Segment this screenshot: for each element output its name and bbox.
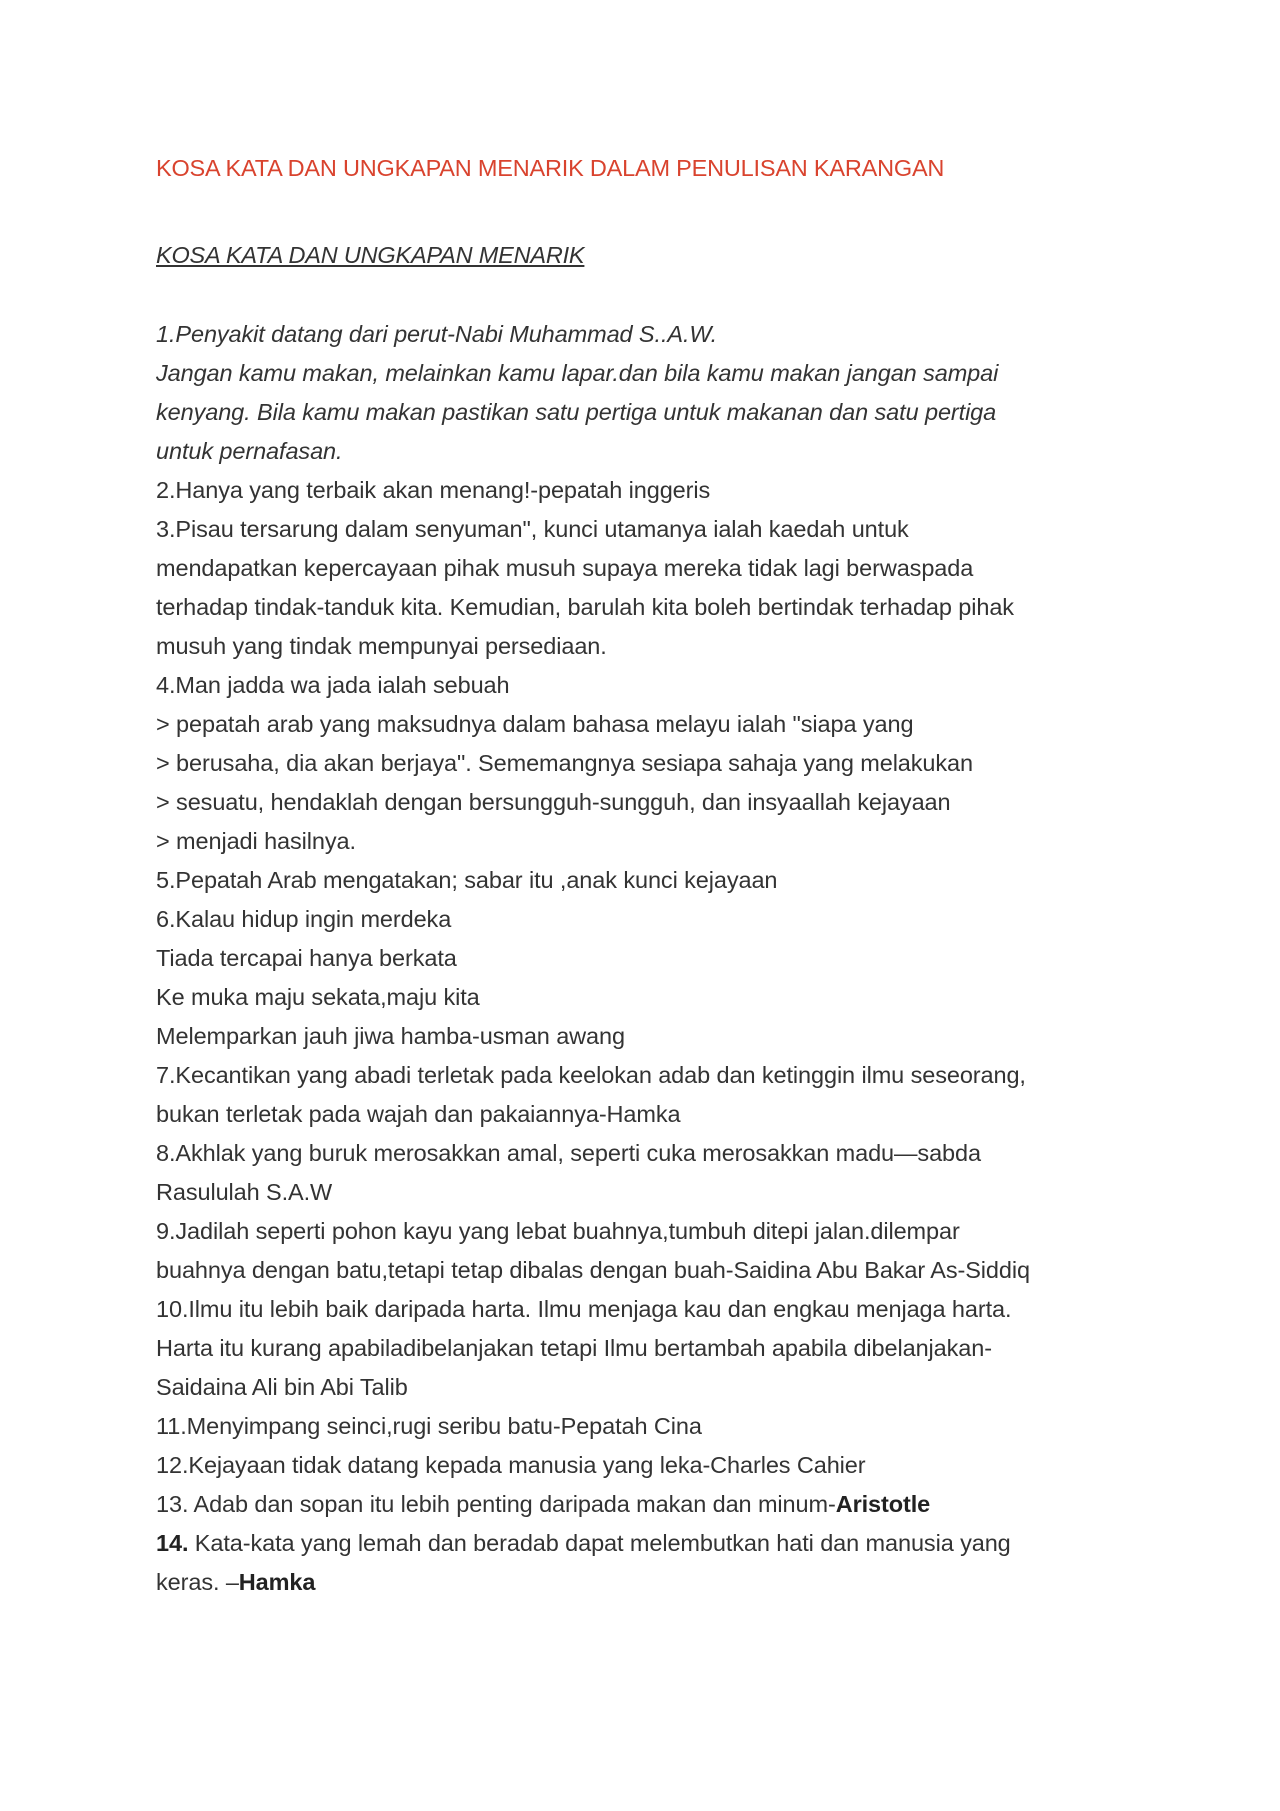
document-subtitle: KOSA KATA DAN UNGKAPAN MENARIK: [156, 242, 585, 268]
text-line: Rasululah S.A.W: [156, 1179, 333, 1205]
text-line: 4.Man jadda wa jada ialah sebuah: [156, 672, 510, 698]
text-line: bukan terletak pada wajah dan pakaiannya-Hamka: [156, 1101, 681, 1127]
text-line: kenyang. Bila kamu makan pastikan satu pertiga untuk makanan dan satu pertiga: [156, 399, 997, 425]
text-line: Saidaina Ali bin Abi Talib: [156, 1374, 408, 1400]
text-line: Harta itu kurang apabiladibelanjakan tetapi Ilmu bertambah apabila dibelanjakan-: [156, 1335, 992, 1361]
text-line: buahnya dengan batu,tetapi tetap dibalas dengan buah-Saidina Abu Bakar As-Siddiq: [156, 1257, 1030, 1283]
text-line: > berusaha, dia akan berjaya". Sememangnya sesiapa sahaja yang melakukan: [156, 750, 973, 776]
text-line: 7.Kecantikan yang abadi terletak pada keelokan adab dan ketinggin ilmu seseorang,: [156, 1062, 1026, 1088]
text-line: 8.Akhlak yang buruk merosakkan amal, seperti cuka merosakkan madu—sabda: [156, 1140, 981, 1166]
text-line-15: [156, 1563, 1146, 1602]
line-14-number: 14.: [156, 1530, 189, 1556]
text-line: 10.Ilmu itu lebih baik daripada harta. Ilmu menjaga kau dan engkau menjaga harta.: [156, 1296, 1012, 1322]
document-body: [156, 315, 1146, 1602]
line-15-author: Hamka: [238, 1569, 316, 1595]
text-line: > pepatah arab yang maksudnya dalam bahasa melayu ialah "siapa yang: [156, 711, 914, 737]
text-line: 1.Penyakit datang dari perut-Nabi Muhammad S..A.W.: [156, 321, 718, 347]
text-line: terhadap tindak-tanduk kita. Kemudian, barulah kita boleh bertindak terhadap pihak: [156, 594, 1014, 620]
line-14-text: Kata-kata yang lemah dan beradab dapat melembutkan hati dan manusia yang: [188, 1530, 1011, 1556]
text-line: Ke muka maju sekata,maju kita: [156, 984, 480, 1010]
text-line: 11.Menyimpang seinci,rugi seribu batu-Pepatah Cina: [156, 1413, 702, 1439]
text-line: Tiada tercapai hanya berkata: [156, 945, 457, 971]
text-line: 6.Kalau hidup ingin merdeka: [156, 906, 452, 932]
text-line: > sesuatu, hendaklah dengan bersungguh-sungguh, dan insyaallah kejayaan: [156, 789, 951, 815]
text-line: 9.Jadilah seperti pohon kayu yang lebat buahnya,tumbuh ditepi jalan.dilempar: [156, 1218, 960, 1244]
text-line: untuk pernafasan.: [156, 438, 343, 464]
text-line: 3.Pisau tersarung dalam senyuman", kunci utamanya ialah kaedah untuk: [156, 516, 909, 542]
text-line: 2.Hanya yang terbaik akan menang!-pepatah inggeris: [156, 477, 711, 503]
text-line: 5.Pepatah Arab mengatakan; sabar itu ,anak kunci kejayaan: [156, 867, 778, 893]
text-line-13: [156, 1485, 1146, 1524]
text-line: musuh yang tindak mempunyai persediaan.: [156, 633, 607, 659]
line-15-text: keras. –: [156, 1569, 239, 1595]
text-line: Melemparkan jauh jiwa hamba-usman awang: [156, 1023, 625, 1049]
text-line-14: [156, 1524, 1146, 1563]
text-line: mendapatkan kepercayaan pihak musuh supaya mereka tidak lagi berwaspada: [156, 555, 974, 581]
text-line: 12.Kejayaan tidak datang kepada manusia yang leka-Charles Cahier: [156, 1452, 866, 1478]
document-title: KOSA KATA DAN UNGKAPAN MENARIK DALAM PENULISAN KARANGAN: [156, 155, 945, 181]
line-13-text: 13. Adab dan sopan itu lebih penting daripada makan dan minum-: [156, 1491, 836, 1517]
line-13-author: Aristotle: [835, 1491, 931, 1517]
text-line: > menjadi hasilnya.: [156, 828, 356, 854]
text-line: Jangan kamu makan, melainkan kamu lapar.dan bila kamu makan jangan sampai: [156, 360, 999, 386]
